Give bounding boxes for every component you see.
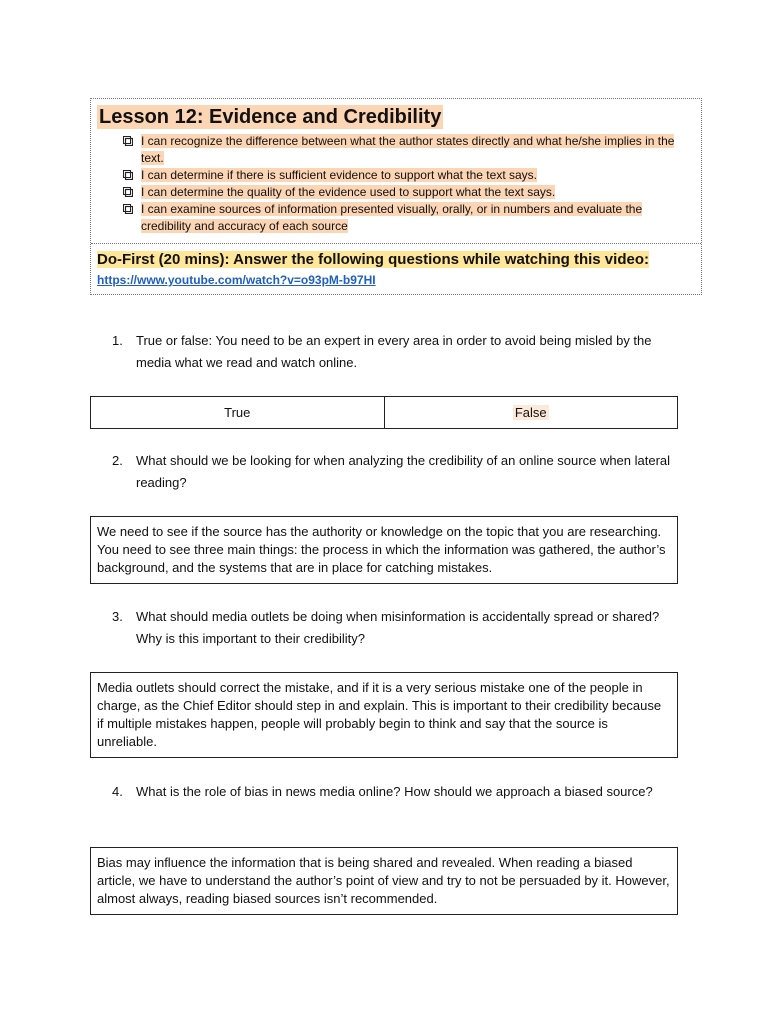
objectives-list: [97, 133, 695, 235]
question-2: [112, 450, 672, 494]
question-text: What is the role of bias in news media online? How should we approach a biased source?: [136, 784, 653, 799]
question-number: 4.: [112, 784, 123, 799]
false-label: False: [514, 405, 547, 420]
true-option[interactable]: [91, 397, 384, 428]
lesson-title: Lesson 12: Evidence and Credibility: [99, 106, 442, 128]
objective-item: [121, 184, 695, 201]
lesson-header-box: [90, 98, 702, 295]
video-link[interactable]: https://www.youtube.com/watch?v=o93pM-b97HI: [97, 273, 376, 287]
objective-text: I can determine if there is sufficient evidence to support what the text says.: [141, 168, 537, 182]
checkbox-bullet-icon: [123, 170, 133, 180]
question-number: 2.: [112, 453, 123, 468]
question-text: What should media outlets be doing when misinformation is accidentally spread or shared? Why is this important to their credibility?: [136, 609, 660, 646]
objective-item: [121, 201, 695, 235]
dofirst-section: [91, 244, 701, 294]
lesson-header-top: [91, 99, 701, 244]
checkbox-bullet-icon: [123, 136, 133, 146]
question-1: [112, 330, 672, 374]
objective-item: [121, 133, 695, 167]
question-number: 1.: [112, 333, 123, 348]
question-text: True or false: You need to be an expert in every area in order to avoid being misled by the media what we read and watch online.: [136, 333, 652, 370]
answer-box-3[interactable]: [90, 672, 678, 758]
false-option[interactable]: [384, 397, 678, 428]
dofirst-instruction: Do-First (20 mins): Answer the following questions while watching this video:: [97, 251, 649, 268]
question-number: 3.: [112, 609, 123, 624]
checkbox-bullet-icon: [123, 187, 133, 197]
question-4: [112, 781, 672, 803]
checkbox-bullet-icon: [123, 204, 133, 214]
true-false-table: [90, 396, 678, 429]
question-text: What should we be looking for when analyzing the credibility of an online source when lateral reading?: [136, 453, 671, 490]
answer-box-2[interactable]: [90, 516, 678, 584]
answer-box-4[interactable]: [90, 847, 678, 915]
objective-text: I can examine sources of information presented visually, orally, or in numbers and evaluate the credibility and accuracy of each source: [141, 202, 643, 233]
objective-text: I can determine the quality of the evidence used to support what the text says.: [141, 185, 556, 199]
answer-text: We need to see if the source has the authority or knowledge on the topic that you are researching. You need to see three main things: the process in which the information was gathered, the author’s background, and the systems that are in place for catching mistakes.: [97, 524, 666, 575]
true-label: True: [224, 405, 251, 420]
answer-text: Media outlets should correct the mistake, and if it is a very serious mistake one of the people in charge, as the Chief Editor should step in and explain. This is important to their credibility because if multiple mistakes happen, people will probably begin to think and say that the source is unreliable.: [97, 680, 662, 749]
objective-item: [121, 167, 695, 184]
objective-text: I can recognize the difference between what the author states directly and what he/she implies in the text.: [141, 134, 675, 165]
answer-text: Bias may influence the information that is being shared and revealed. When reading a biased article, we have to understand the author’s point of view and try to not be persuaded by it. However, almost always, reading biased sources isn’t recommended.: [97, 855, 670, 906]
question-3: [112, 606, 672, 650]
